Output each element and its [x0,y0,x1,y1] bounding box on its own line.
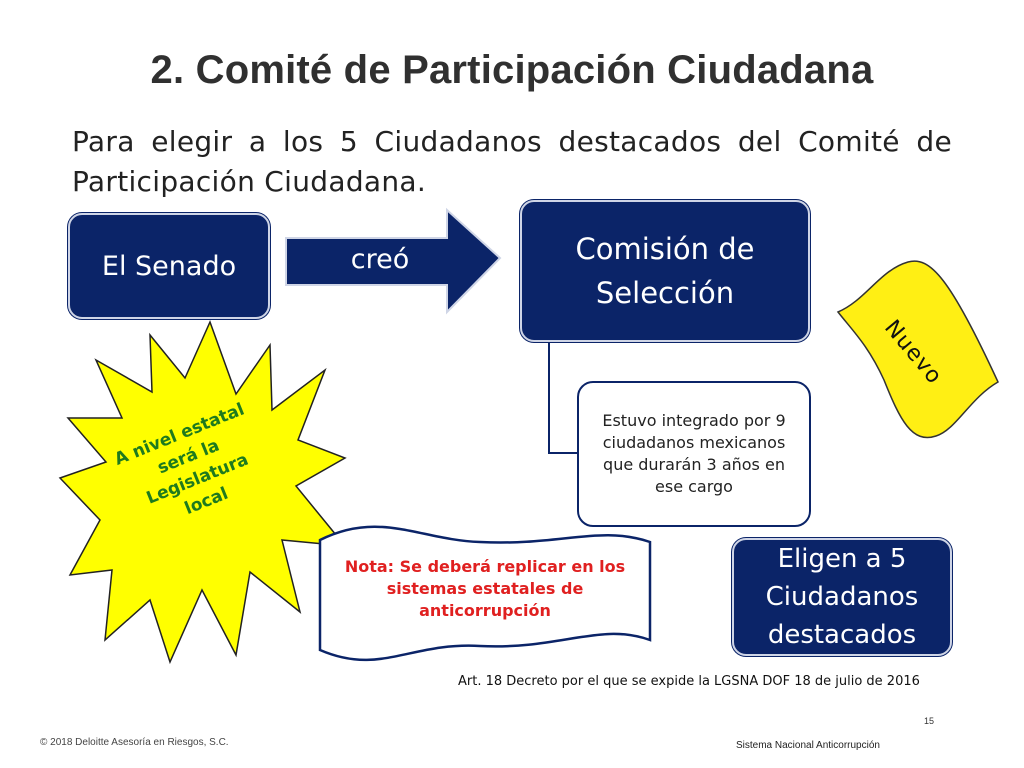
star-note-text: A nivel estatal será la Legislatura local [111,399,252,520]
creo-arrow-label: creó [350,244,410,275]
footer-copyright: © 2018 Deloitte Asesoría en Riesgos, S.C. [40,737,229,748]
comision-detail-box: Estuvo integrado por 9 ciudadanos mexicanos que durarán 3 años en ese cargo [577,381,811,527]
connector-line-vertical [548,342,550,454]
legal-reference: Art. 18 Decreto por el que se expide la LGSNA DOF 18 de julio de 2016 [458,674,920,689]
nuevo-banner-text: Nuevo [879,315,947,390]
comision-box: Comisión de Selección [520,200,810,342]
connector-line-horizontal [548,452,577,454]
nota-text: Nota: Se deberá replicar en los sistemas estatales de anticorrupción [344,557,626,620]
slide-title: 2. Comité de Participación Ciudadana [150,48,874,92]
eligen-box: Eligen a 5 Ciudadanos destacados [732,538,952,656]
senado-box: El Senado [68,213,270,319]
intro-paragraph: Para elegir a los 5 Ciudadanos destacados del Comité de Participación Ciudadana. [72,125,952,198]
footer-system-name: Sistema Nacional Anticorrupción [736,740,880,751]
page-number: 15 [923,716,934,726]
